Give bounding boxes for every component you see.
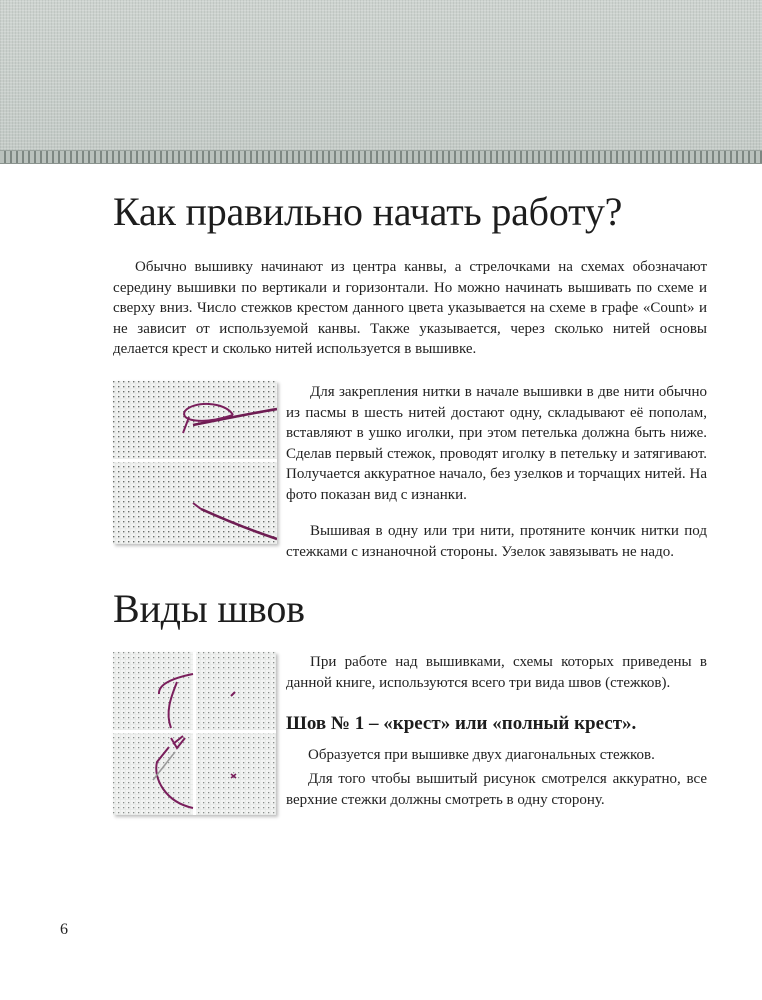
photo-thread-loop-start — [113, 381, 277, 544]
stitch-steps-illustration — [113, 652, 276, 815]
canvas-fabric-illustration — [113, 381, 277, 544]
stitch-1-direction-paragraph: Для того чтобы вышитый рисунок смотрелся аккуратно, все верхние стежки должны смотреть в одну сторону. — [286, 771, 707, 808]
stitch-1-formation-paragraph: Образуется при вышивке двух диагональных стежков. — [308, 747, 655, 763]
odd-threads-paragraph: Вышивая в одну или три нити, протяните кончик нитки под стежками с изнаночной стороны. Узелок завязывать не надо. — [286, 523, 707, 560]
heading-how-to-start: Как правильно начать работу? — [113, 189, 623, 234]
page-number: 6 — [60, 921, 68, 938]
fixing-thread-paragraph: Для закрепления нитки в начале вышивки в две нити обычно из пасмы в шесть нитей достают одну, складывают её пополам, вставляют в ушко иголки, при этом петелька должна быть ниже. Сделав первый стежок, проводят иголку в петельку и затягивают. Получается аккуратное начало, без узелков и торчащих нитей. На фото показан вид с изнанки. — [286, 384, 707, 503]
intro-paragraph: Обычно вышивку начинают из центра канвы, а стрелочками на схемах обозначают середину вышивки по вертикали и горизонтали. Но можно начинать вышивать по схеме и сверху вниз. Число стежков крестом данного цвета указывается на схеме в графе «Count» и не зависит от используемой канвы. Также указывается, через сколько нитей основы делается крест и сколько нитей используется в вышивке. — [113, 259, 707, 357]
heading-stitch-types: Виды швов — [113, 586, 305, 631]
stitch-1-heading: Шов № 1 – «крест» или «полный крест». — [286, 713, 637, 734]
photo-cross-stitch-steps — [113, 652, 276, 815]
stitch-types-paragraph: При работе над вышивками, схемы которых приведены в данной книге, используются всего три вида швов (стежков). — [286, 654, 707, 691]
header-fabric-band — [0, 0, 762, 152]
header-stitch-border — [0, 150, 762, 164]
